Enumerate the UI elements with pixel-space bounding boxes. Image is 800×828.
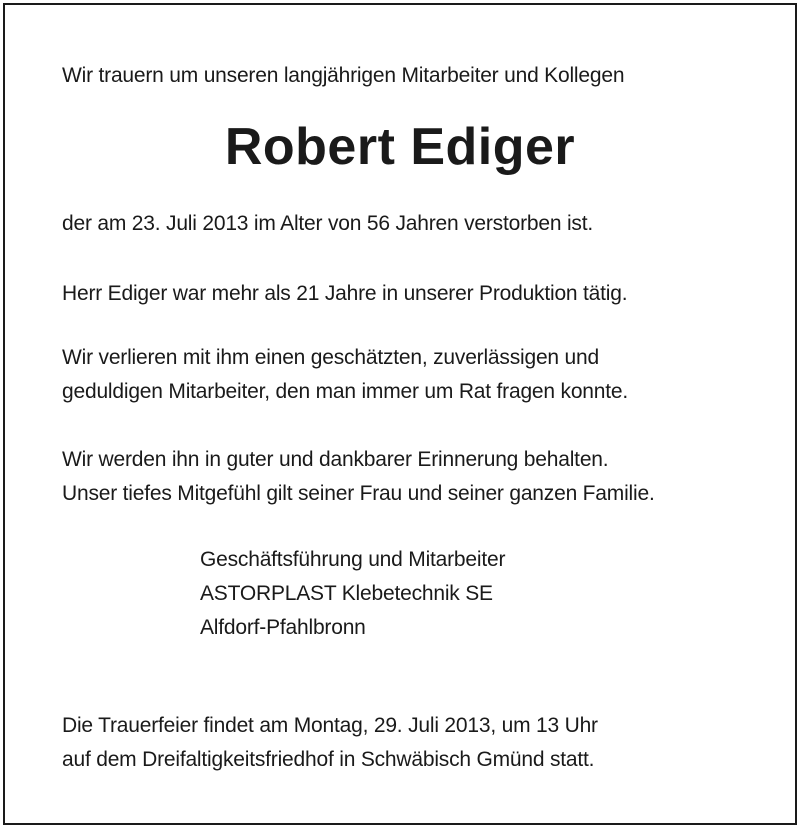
death-date-text: der am 23. Juli 2013 im Alter von 56 Jahren verstorben ist. (62, 212, 593, 235)
signature-line-2: ASTORPLAST Klebetechnik SE (200, 582, 493, 605)
funeral-line-2: auf dem Dreifaltigkeitsfriedhof in Schwäbisch Gmünd statt. (62, 748, 595, 771)
funeral-line-1: Die Trauerfeier findet am Montag, 29. Juli 2013, um 13 Uhr (62, 714, 598, 737)
tribute-line-2: geduldigen Mitarbeiter, den man immer um Rat fragen konnte. (62, 380, 629, 403)
signature-line-3: Alfdorf-Pfahlbronn (200, 616, 366, 639)
remembrance-line-2: Unser tiefes Mitgefühl gilt seiner Frau und seiner ganzen Familie. (62, 482, 655, 505)
service-text: Herr Ediger war mehr als 21 Jahre in unserer Produktion tätig. (62, 282, 628, 305)
remembrance-line-1: Wir werden ihn in guter und dankbarer Erinnerung behalten. (62, 448, 609, 471)
deceased-name: Robert Ediger (224, 118, 576, 176)
intro-text: Wir trauern um unseren langjährigen Mitarbeiter und Kollegen (62, 64, 625, 87)
tribute-line-1: Wir verlieren mit ihm einen geschätzten, zuverlässigen und (62, 346, 599, 369)
signature-line-1: Geschäftsführung und Mitarbeiter (200, 548, 506, 571)
